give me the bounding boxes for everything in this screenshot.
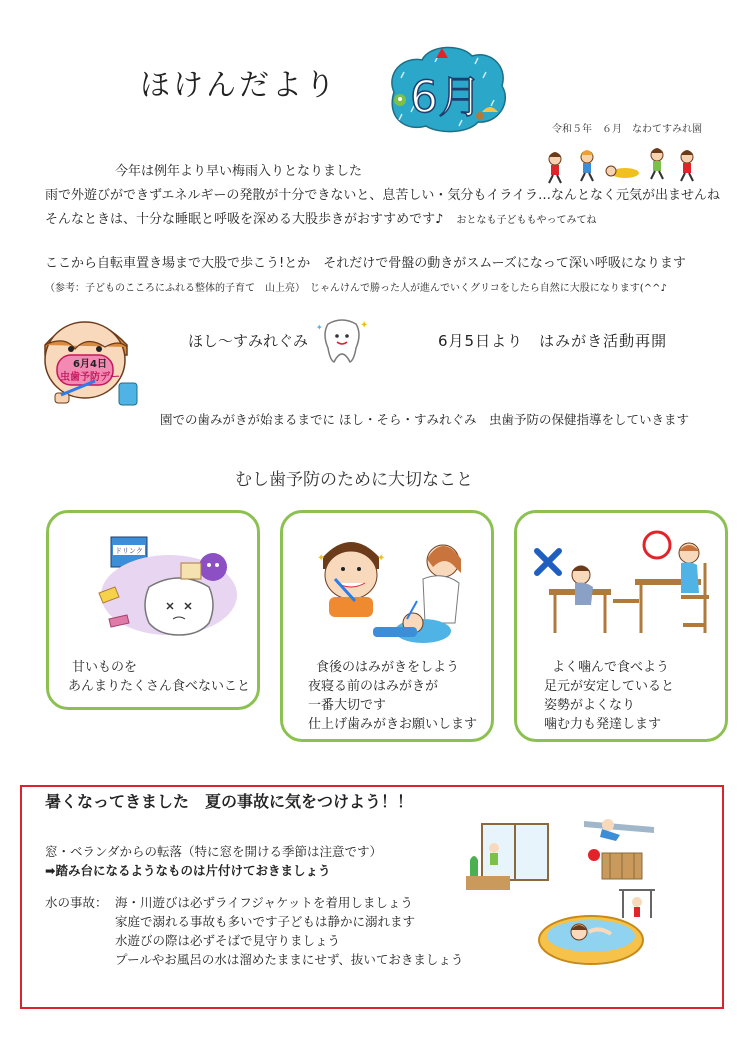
intro-section — [45, 160, 720, 233]
card-3-text — [544, 658, 674, 734]
dental-guidance: 園での歯みがきが始まるまでに ほし・そら・すみれぐみ 虫歯予防の保健指導をしていきます — [160, 412, 689, 427]
card-1-line-1: 甘いものを — [72, 660, 138, 675]
card-3-line-2: 足元が安定していると — [544, 679, 675, 694]
cavity-day-badge — [60, 358, 120, 384]
water-line-1: 海・川遊びは必ずライフジャケットを着用しましょう — [115, 895, 413, 910]
svg-text:✦: ✦ — [377, 553, 386, 564]
card-3-line-1: よく噛んで食べよう — [552, 660, 670, 675]
newsletter-title: ほけんだより — [140, 68, 338, 103]
card-2-line-4: 仕上げ歯みがきお願いします — [308, 717, 478, 732]
target-classes: ほし～すみれぐみ — [188, 332, 309, 350]
intro-line-3-text: そんなときは、十分な睡眠と呼吸を深める大股歩きがおすすめです♪ — [45, 212, 444, 227]
card-3-line-4: 噛む力も発達します — [544, 717, 662, 732]
water-accident-label: 水の事故： — [45, 895, 108, 910]
card-2-line-2: 夜寝る前のはみがきが — [308, 679, 439, 694]
intro-line-3 — [45, 208, 720, 233]
card-2-line-3: 一番大切です — [308, 698, 387, 713]
intro-line-3-note: おとなも子どももやってみてね — [456, 215, 597, 226]
svg-text:✦: ✦ — [360, 320, 369, 331]
right-mark-icon — [644, 532, 670, 558]
cavity-day-label: 虫歯予防デー — [60, 372, 120, 383]
wrong-mark-icon — [537, 551, 559, 573]
fall-warning — [45, 842, 382, 880]
card-2-line-1: 食後のはみがきをしよう — [316, 660, 460, 675]
tooth-character-icon — [312, 316, 372, 364]
card-1-text — [68, 658, 250, 696]
pool-drowning-illustration — [535, 880, 667, 970]
water-line-4: プールやお風呂の水は溜めたままにせず、抜いておきましょう — [115, 952, 464, 967]
brushing-resume-notice: 6月5日より はみがき活動再開 — [438, 332, 668, 350]
fall-warning-line: 窓・ベランダからの転落（特に窓を開ける季節は注意です） — [45, 844, 383, 859]
reference-note: （参考：子どものこころにふれる整体的子育て 山上亮） — [45, 283, 305, 294]
rain-cloud-illustration — [382, 42, 512, 134]
june-badge — [382, 42, 512, 134]
sweets-cavity-illustration — [89, 523, 239, 641]
sitting-posture-illustration — [531, 523, 717, 643]
intro-line-2: 雨で外遊びができずエネルギーの発散が十分できないと、息苦しい・気分もイライラ…なんとなく元気が出ませんね — [45, 188, 720, 203]
svg-text:✦: ✦ — [317, 553, 326, 564]
drink-label: ドリンク — [115, 547, 143, 555]
issue-info: 令和５年 ６月 なわてすみれ園 — [552, 124, 702, 135]
janken-note: じゃんけんで勝った人が進んでいくグリコをしたら自然に大股になります(^^♪ — [310, 283, 667, 294]
intro-line-1: 今年は例年より早い梅雨入りとなりました — [115, 164, 363, 179]
water-line-3: 水遊びの際は必ずそばで見守りましょう — [115, 933, 341, 948]
card-1-line-2: あんまりたくさん食べないこと — [68, 679, 251, 694]
prevention-heading: むし歯予防のために大切なこと — [235, 470, 473, 490]
fall-warning-action: ➡踏み台になるようなものは片付けておきましょう — [45, 863, 331, 878]
water-accident-list — [115, 893, 463, 969]
month-label: 6月 — [410, 72, 482, 123]
summer-notice-title: 暑くなってきました 夏の事故に気をつけよう！！ — [45, 792, 414, 811]
brushing-illustration — [311, 531, 481, 651]
card-3-line-3: 姿勢がよくなり — [544, 698, 636, 713]
water-line-2: 家庭で溺れる事故も多いです子どもは静かに溺れます — [115, 914, 416, 929]
balcony-fall-illustration — [580, 815, 658, 885]
intro-line-4: ここから自転車置き場まで大股で歩こう!とか それだけで骨盤の動きがスムーズになって深い呼吸になります — [45, 256, 686, 271]
card-2-text — [308, 658, 477, 734]
cavity-day-date: 6月4日 — [73, 359, 107, 370]
svg-text:✦: ✦ — [316, 323, 323, 332]
